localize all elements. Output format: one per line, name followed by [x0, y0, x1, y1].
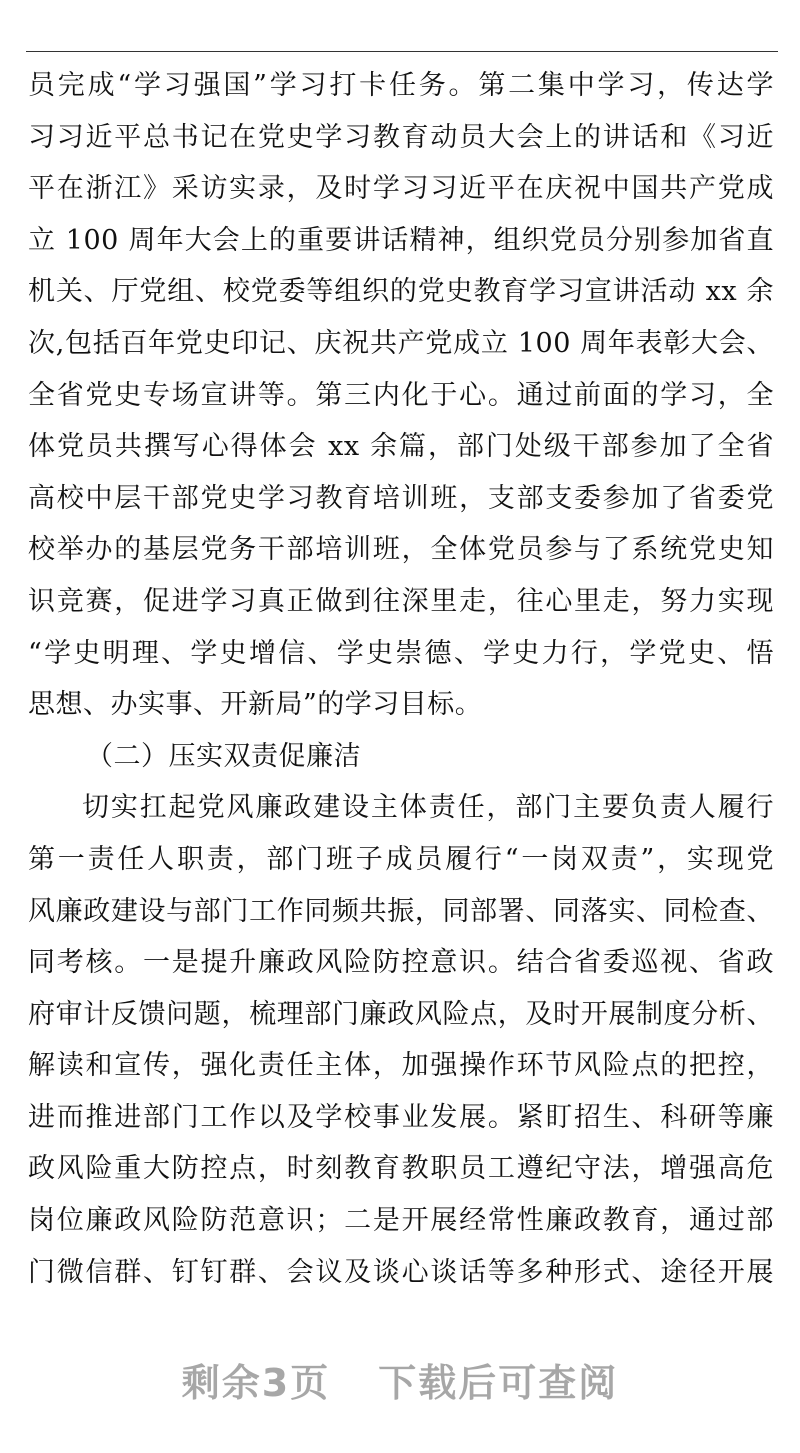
- paragraph-line: 进而推进部门工作以及学校事业发展。紧盯招生、科研等廉: [28, 1101, 774, 1133]
- paragraph-line: 全省党史专场宣讲等。第三内化于心。通过前面的学习，全: [28, 379, 774, 411]
- paragraph-line: “学史明理、学史增信、学史崇德、学史力行，学党史、悟: [28, 637, 774, 669]
- paragraph-line: 次,包括百年党史印记、庆祝共产党成立 100 周年表彰大会、: [28, 327, 774, 359]
- paragraph-line: 高校中层干部党史学习教育培训班，支部支委参加了省委党: [28, 482, 774, 514]
- document-body: [28, 60, 774, 1298]
- paragraph-line: 门微信群、钉钉群、会议及谈心谈话等多种形式、途径开展: [28, 1256, 774, 1288]
- paragraph-line: 校举办的基层党务干部培训班，全体党员参与了系统党史知: [28, 534, 774, 566]
- download-prompt[interactable]: [0, 1352, 800, 1407]
- paragraph-line: 体党员共撰写心得体会 xx 余篇，部门处级干部参加了全省: [28, 431, 774, 463]
- paragraph-line: 府审计反馈问题，梳理部门廉政风险点，及时开展制度分析、: [28, 998, 774, 1030]
- paragraph-line: 机关、厅党组、校党委等组织的党史教育学习宣讲活动 xx 余: [28, 276, 774, 308]
- paragraph-line: 立 100 周年大会上的重要讲话精神，组织党员分别参加省直: [28, 224, 774, 256]
- paragraph-line: 同考核。一是提升廉政风险防控意识。结合省委巡视、省政: [28, 947, 774, 979]
- paragraph-line: 岗位廉政风险防范意识；二是开展经常性廉政教育，通过部: [28, 1205, 774, 1237]
- paragraph-line: 思想、办实事、开新局”的学习目标。: [28, 689, 483, 721]
- paragraph-line: 解读和宣传，强化责任主体，加强操作环节风险点的把控，: [28, 1050, 774, 1082]
- download-action-label: 下载后可查阅: [378, 1361, 619, 1405]
- paragraph-line: 习习近平总书记在党史学习教育动员大会上的讲话和《习近: [28, 121, 774, 153]
- top-divider: [26, 51, 778, 52]
- paragraph-line: 政风险重大防控点，时刻教育教职员工遵纪守法，增强高危: [28, 1153, 774, 1185]
- paragraph-line: 平在浙江》采访实录，及时学习习近平在庆祝中国共产党成: [28, 173, 774, 205]
- remaining-pages-label: 剩余3页: [181, 1361, 331, 1405]
- paragraph-line: 员完成“学习强国”学习打卡任务。第二集中学习，传达学: [28, 70, 774, 101]
- paragraph-line: 风廉政建设与部门工作同频共振，同部署、同落实、同检查、: [28, 895, 774, 927]
- paragraph-line: 识竞赛，促进学习真正做到往深里走，往心里走，努力实现: [28, 585, 774, 617]
- paragraph-line: 第一责任人职责，部门班子成员履行“一岗双责”，实现党: [28, 843, 774, 875]
- section-heading: （二）压实双责促廉洁: [86, 740, 361, 772]
- paragraph-line: 切实扛起党风廉政建设主体责任，部门主要负责人履行: [82, 792, 774, 824]
